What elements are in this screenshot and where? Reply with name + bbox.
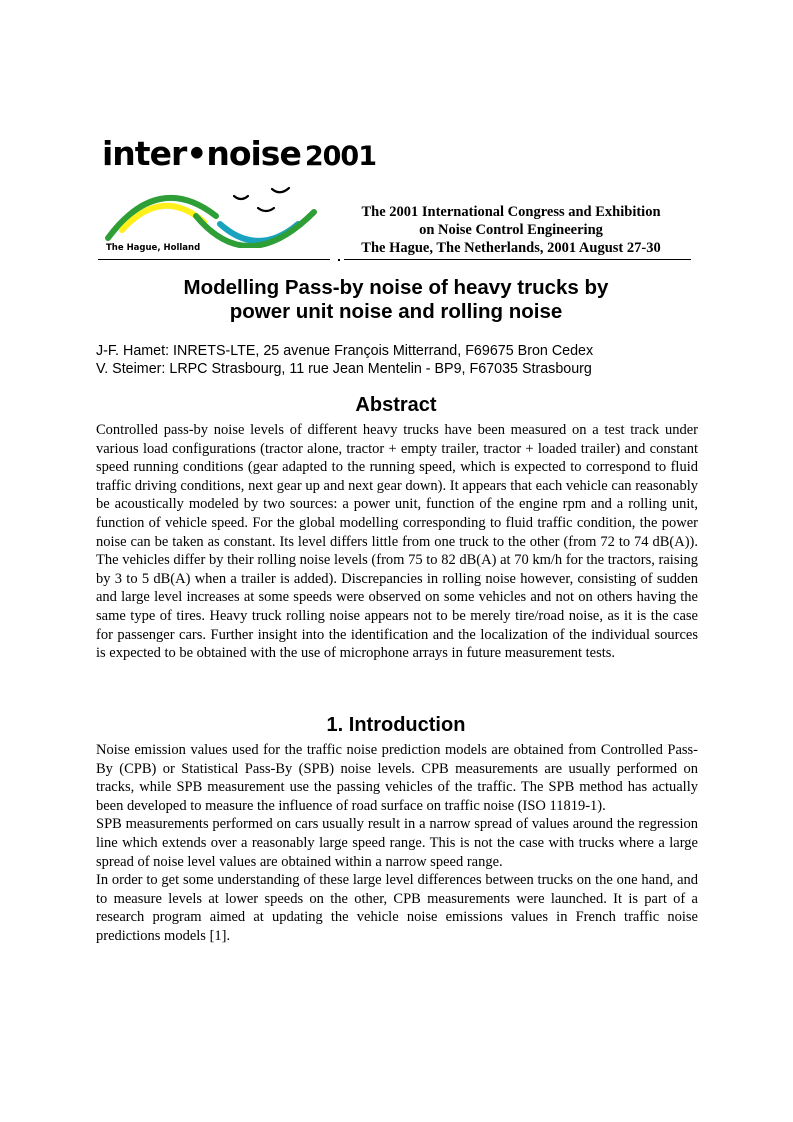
authors: [96, 342, 593, 378]
logo-title-text: inter•noise: [102, 134, 301, 173]
small-smile-mark-3: [258, 208, 274, 211]
header-rule-gap: [330, 258, 344, 261]
logo-year: 2001: [304, 141, 376, 172]
introduction-body: [96, 741, 698, 946]
abstract-text: Controlled pass-by noise levels of different heavy trucks have been measured on a test track under various load configurations (tractor alone, tractor + empty trailer, tractor + loaded trailer) and constant speed running conditions (gear adapted to the running speed, which is expected to correspond to fluid traffic driving conditions, next gear up and next gear down). It appears that each vehicle can reasonably be acoustically modeled by two sources: a power unit, function of the engine rpm and a rolling unit, function of vehicle speed. For the global modelling corresponding to fluid traffic condition, the power noise can be taken as constant. Its level differs little from one truck to the other (from 72 to 74 dB(A)). The vehicles differ by their rolling noise levels (from 75 to 82 dB(A) at 70 km/h for the tractors, raising by 3 to 5 dB(A) when a trailer is added). Discrepancies in rolling noise however, consisting of sudden and large level increases at some speeds were observed on some vehicles and not on others having the same type of tires. Heavy truck rolling noise appears not to be merely tire/road noise, as it is the case for passenger cars. Further insight into the identification and the localization of the individual sources is expected to be obtained with the use of microphone arrays in future measurement tests.: [96, 422, 698, 662]
header-rule: [98, 259, 691, 260]
conference-line-2: on Noise Control Engineering: [419, 222, 603, 238]
small-smile-mark-1: [234, 196, 248, 199]
author-line-1: J-F. Hamet: INRETS-LTE, 25 avenue François Mitterrand, F69675 Bron Cedex: [96, 343, 594, 359]
conference-line-3: The Hague, The Netherlands, 2001 August 27-30: [361, 240, 661, 256]
title-line-1: Modelling Pass-by noise of heavy trucks by: [183, 276, 609, 299]
conference-line-1: The 2001 International Congress and Exhibition: [361, 204, 661, 220]
smiling-arcs-icon: [98, 176, 330, 248]
title-line-2: power unit noise and rolling noise: [229, 300, 563, 323]
intro-paragraph-2: SPB measurements performed on cars usually result in a narrow spread of values around the regression line which extends over a reasonably large speed range. This is not the case with trucks where a large spread of noise level values are obtained within a narrow speed range.: [96, 816, 698, 870]
author-line-2: V. Steimer: LRPC Strasbourg, 11 rue Jean Mentelin - BP9, F67035 Strasbourg: [96, 361, 592, 377]
header-rule-dot: [338, 259, 340, 261]
small-smile-mark-2: [272, 188, 289, 192]
intro-paragraph-3: In order to get some understanding of these large level differences between trucks on the one hand, and to measure levels at lower speeds on the other, CPB measurements were launched. It is part of a research program aimed at updating the vehicle noise emissions values in French traffic noise predictions models [1].: [96, 872, 698, 944]
abstract-heading: Abstract: [355, 394, 437, 416]
abstract-body: [96, 421, 698, 663]
inter-noise-logo: [98, 130, 376, 260]
conference-info: [336, 203, 686, 257]
logo-title: [102, 134, 376, 177]
intro-paragraph-1: Noise emission values used for the traffic noise prediction models are obtained from Controlled Pass-By (CPB) or Statistical Pass-By (SPB) noise levels. CPB measurements are usually performed on tracks, while SPB measurement use the passing vehicles of the traffic. The SPB method has actually been developed to measure the influence of road surface on traffic noise (ISO 11819-1).: [96, 742, 698, 814]
introduction-heading: 1. Introduction: [326, 714, 466, 736]
logo-subtitle: The Hague, Holland: [106, 243, 201, 253]
paper-title: [96, 276, 696, 324]
